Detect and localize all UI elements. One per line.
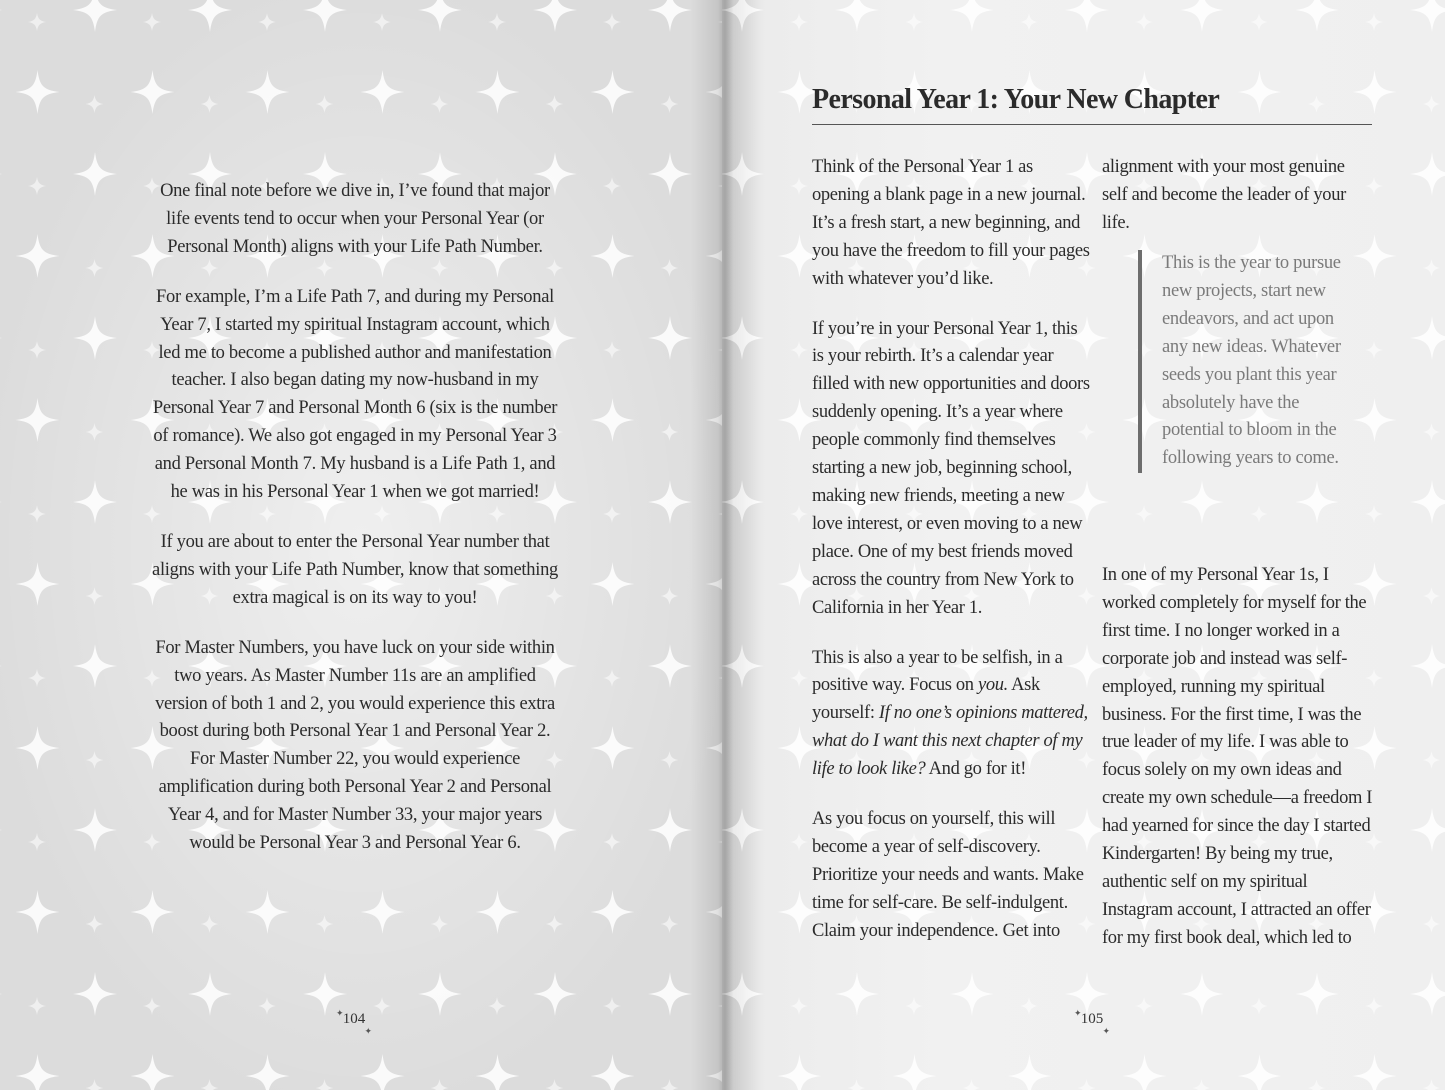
star-decoration-icon [86, 95, 104, 113]
star-decoration-icon [1250, 505, 1268, 523]
star-decoration-icon [86, 259, 104, 277]
star-decoration-icon [1135, 13, 1153, 31]
star-decoration-icon [1193, 1079, 1211, 1090]
col1-p3-text-a: This is also a year to be selfish, in a positive way. Focus on [812, 647, 1063, 696]
star-decoration-icon [905, 997, 923, 1015]
star-decoration-icon [1180, 480, 1224, 524]
star-decoration-icon [546, 95, 564, 113]
star-decoration-icon [86, 751, 104, 769]
star-decoration-icon [86, 1079, 104, 1090]
page-number-right-text: 105 [1080, 1011, 1104, 1027]
star-decoration-icon [790, 997, 808, 1015]
star-decoration-icon [648, 480, 692, 524]
star-decoration-icon [546, 915, 564, 933]
star-decoration-icon [648, 972, 692, 1016]
star-decoration-icon [431, 95, 449, 113]
star-decoration-icon [86, 423, 104, 441]
star-decoration-icon [361, 1054, 405, 1090]
star-decoration-icon [603, 13, 621, 31]
page-number-right [1072, 1008, 1112, 1036]
star-decoration-icon [1365, 13, 1383, 31]
star-decoration-icon [648, 644, 692, 688]
left-paragraph-4: For Master Numbers, you have luck on your side within two years. As Master Number 11s are an amplified version of both 1 and 2, you would experience this extra boost during both Personal Year 1 and Personal Year 2. For Master Number 22, you would experience amplification during both Personal Year 2 and Personal Year 4, and for Master Number 33, your major years would be Personal Year 3 and Personal Year 6. [155, 637, 555, 854]
star-decoration-icon [848, 1079, 866, 1090]
left-paragraph-3: If you are about to enter the Personal Year number that aligns with your Life Path Number, know that something extra magical is on its way to you! [152, 531, 558, 608]
star-decoration-icon [73, 644, 117, 688]
star-decoration-icon [706, 890, 723, 934]
star-decoration-icon [790, 13, 808, 31]
right-column-1 [812, 154, 1092, 968]
star-decoration-icon [722, 808, 764, 852]
star-decoration-icon [661, 1079, 679, 1090]
star-decoration-icon [16, 726, 60, 770]
star-decoration-icon [28, 505, 46, 523]
star-decoration-icon [835, 0, 879, 32]
star-decoration-icon [1295, 480, 1339, 524]
star-decoration-icon [28, 341, 46, 359]
star-decoration-icon [201, 95, 219, 113]
star-decoration-icon [950, 972, 994, 1016]
star-decoration-icon [73, 808, 117, 852]
star-decoration-icon [1365, 505, 1383, 523]
star-decoration-icon [73, 0, 117, 32]
star-decoration-icon [591, 890, 635, 934]
star-decoration-icon [86, 915, 104, 933]
star-decoration-icon [722, 316, 764, 360]
col2-paragraph-1: alignment with your most genuine self and become the leader of your life. [1102, 157, 1346, 233]
star-decoration-icon [316, 95, 334, 113]
star-decoration-icon [603, 833, 621, 851]
star-decoration-icon [0, 972, 2, 1016]
star-decoration-icon [963, 1079, 981, 1090]
star-decoration-icon [373, 997, 391, 1015]
page-number-left-text: 104 [342, 1011, 366, 1027]
star-decoration-icon [1353, 1054, 1397, 1090]
star-decoration-icon [533, 0, 577, 32]
star-decoration-icon [258, 13, 276, 31]
star-decoration-icon [905, 13, 923, 31]
star-decoration-icon [361, 70, 405, 114]
page-number-left [334, 1008, 374, 1036]
star-decoration-icon [258, 997, 276, 1015]
star-decoration-icon [722, 644, 764, 688]
star-decoration-icon [722, 972, 764, 1016]
star-decoration-icon [188, 0, 232, 32]
sparkle-icon: ✦ [364, 1026, 372, 1036]
star-decoration-icon [661, 423, 679, 441]
star-decoration-icon [648, 316, 692, 360]
star-decoration-icon [1238, 1054, 1282, 1090]
star-decoration-icon [316, 1079, 334, 1090]
star-decoration-icon [73, 316, 117, 360]
star-decoration-icon [1410, 152, 1445, 196]
star-decoration-icon [246, 70, 290, 114]
star-decoration-icon [603, 669, 621, 687]
star-decoration-icon [790, 833, 808, 851]
star-decoration-icon [1423, 259, 1441, 277]
star-decoration-icon [591, 1054, 635, 1090]
star-decoration-icon [28, 833, 46, 851]
star-decoration-icon [893, 1054, 937, 1090]
star-decoration-icon [131, 70, 175, 114]
star-decoration-icon [661, 751, 679, 769]
star-decoration-icon [1180, 0, 1224, 32]
star-decoration-icon [16, 1054, 60, 1090]
star-decoration-icon [1078, 1079, 1096, 1090]
star-decoration-icon [188, 972, 232, 1016]
star-decoration-icon [16, 890, 60, 934]
star-decoration-icon [1295, 972, 1339, 1016]
star-decoration-icon [661, 259, 679, 277]
star-decoration-icon [73, 152, 117, 196]
star-decoration-icon [591, 234, 635, 278]
star-decoration-icon [131, 890, 175, 934]
pull-quote: This is the year to pursue new projects, start new endeavors, and act upon any new ideas. Whatever seeds you plant this year absolutely have the potential to bloom in the following years to come. [1138, 250, 1352, 473]
star-decoration-icon [316, 915, 334, 933]
star-decoration-icon [706, 70, 723, 114]
star-decoration-icon [603, 341, 621, 359]
star-decoration-icon [603, 177, 621, 195]
star-decoration-icon [16, 70, 60, 114]
star-decoration-icon [16, 398, 60, 442]
star-decoration-icon [1180, 972, 1224, 1016]
star-decoration-icon [722, 480, 764, 524]
star-decoration-icon [1353, 398, 1397, 442]
star-decoration-icon [1135, 505, 1153, 523]
star-decoration-icon [1020, 13, 1038, 31]
chapter-title: Personal Year 1: Your New Chapter [812, 84, 1220, 115]
star-decoration-icon [1410, 808, 1445, 852]
star-decoration-icon [722, 0, 764, 32]
col1-p3-text-b: Ask yourself: [812, 675, 1040, 724]
star-decoration-icon [143, 997, 161, 1015]
col1-paragraph-2: If you’re in your Personal Year 1, this is your rebirth. It’s a calendar year filled with new opportunities and doors suddenly opening. It’s a year where people commonly find themselves starting a new job, beginning school, making new friends, meeting a new love interest, or even moving to a new place. One of my best friends moved across the country from New York to California in her Year 1. [812, 318, 1090, 618]
star-decoration-icon [706, 1054, 723, 1090]
star-decoration-icon [1308, 1079, 1326, 1090]
star-decoration-icon [1250, 997, 1268, 1015]
star-decoration-icon [28, 669, 46, 687]
star-decoration-icon [476, 890, 520, 934]
star-decoration-icon [950, 0, 994, 32]
star-decoration-icon [661, 95, 679, 113]
col1-paragraph-1: Think of the Personal Year 1 as opening a blank page in a new journal. It’s a fresh start, a new beginning, and you have the freedom to fill your pages with whatever you’d like. [812, 157, 1090, 289]
star-decoration-icon [603, 505, 621, 523]
star-decoration-icon [648, 808, 692, 852]
star-decoration-icon [16, 234, 60, 278]
star-decoration-icon [591, 70, 635, 114]
star-decoration-icon [418, 0, 462, 32]
star-decoration-icon [1123, 1054, 1167, 1090]
star-decoration-icon [1365, 341, 1383, 359]
star-decoration-icon [1410, 644, 1445, 688]
star-decoration-icon [28, 13, 46, 31]
star-decoration-icon [1250, 13, 1268, 31]
star-decoration-icon [706, 726, 723, 770]
star-decoration-icon [0, 480, 2, 524]
star-decoration-icon [1423, 915, 1441, 933]
star-decoration-icon [488, 13, 506, 31]
star-decoration-icon [603, 997, 621, 1015]
star-decoration-icon [16, 562, 60, 606]
star-decoration-icon [661, 587, 679, 605]
star-decoration-icon [546, 1079, 564, 1090]
star-decoration-icon [1065, 0, 1109, 32]
star-decoration-icon [1410, 0, 1445, 32]
star-decoration-icon [790, 505, 808, 523]
star-decoration-icon [73, 972, 117, 1016]
star-decoration-icon [303, 0, 347, 32]
star-decoration-icon [1008, 1054, 1052, 1090]
col1-p3-text-c: And go for it! [925, 759, 1027, 780]
star-decoration-icon [1020, 997, 1038, 1015]
star-decoration-icon [28, 997, 46, 1015]
title-divider [812, 124, 1372, 125]
col1-paragraph-3 [812, 645, 1092, 785]
col1-paragraph-4: As you focus on yourself, this will become a year of self-discovery. Prioritize your needs and wants. Make time for self-care. Be self-indulgent. Claim your independence. Get into [812, 809, 1084, 941]
star-decoration-icon [0, 808, 2, 852]
star-decoration-icon [476, 70, 520, 114]
star-decoration-icon [591, 398, 635, 442]
star-decoration-icon [591, 726, 635, 770]
star-decoration-icon [143, 13, 161, 31]
star-decoration-icon [0, 644, 2, 688]
col2-paragraph-2: In one of my Personal Year 1s, I worked completely for myself for the first time. I no longer worked in a corporate job and instead was self-employed, running my spiritual business. For the first time, I was the true leader of my life. I was able to focus solely on my own ideas and create my own schedule—a freedom I had yearned for since the day I started Kindergarten! By being my true, authentic self on my spiritual Instagram account, I attracted an offer for my first book deal, which led to [1102, 565, 1373, 948]
left-page [0, 0, 722, 1090]
star-decoration-icon [706, 398, 723, 442]
sparkle-icon: ✦ [336, 1008, 344, 1018]
right-page [722, 0, 1445, 1090]
col1-p3-emphasis-1: you. [977, 675, 1008, 696]
star-decoration-icon [1365, 997, 1383, 1015]
star-decoration-icon [373, 13, 391, 31]
left-paragraph-2: For example, I’m a Life Path 7, and during my Personal Year 7, I started my spiritual Instagram account, which led me to become a published author and manifestation teacher. I also began dating my now-husband in my Personal Year 7 and Personal Month 6 (six is the number of romance). We also got engaged in my Personal Year 3 and Personal Month 7. My husband is a Life Path 1, and he was in his Personal Year 1 when we got married! [152, 286, 558, 503]
sparkle-icon: ✦ [1102, 1026, 1110, 1036]
star-decoration-icon [488, 997, 506, 1015]
star-decoration-icon [591, 562, 635, 606]
star-decoration-icon [131, 1054, 175, 1090]
star-decoration-icon [835, 972, 879, 1016]
star-decoration-icon [1423, 1079, 1441, 1090]
star-decoration-icon [722, 152, 764, 196]
star-decoration-icon [418, 972, 462, 1016]
star-decoration-icon [1410, 480, 1445, 524]
star-decoration-icon [431, 1079, 449, 1090]
star-decoration-icon [476, 1054, 520, 1090]
star-decoration-icon [28, 177, 46, 195]
star-decoration-icon [361, 890, 405, 934]
star-decoration-icon [1423, 95, 1441, 113]
star-decoration-icon [201, 1079, 219, 1090]
star-decoration-icon [246, 1054, 290, 1090]
star-decoration-icon [706, 234, 723, 278]
star-decoration-icon [706, 562, 723, 606]
star-decoration-icon [1423, 587, 1441, 605]
star-decoration-icon [1410, 972, 1445, 1016]
star-decoration-icon [0, 316, 2, 360]
star-decoration-icon [246, 890, 290, 934]
star-decoration-icon [661, 915, 679, 933]
star-decoration-icon [1295, 0, 1339, 32]
left-page-body [150, 178, 560, 880]
star-decoration-icon [790, 177, 808, 195]
star-decoration-icon [648, 0, 692, 32]
left-paragraph-1: One final note before we dive in, I’ve found that major life events tend to occur when your Personal Year (or Personal Month) aligns with your Life Path Number. [160, 181, 550, 257]
star-decoration-icon [1423, 423, 1441, 441]
star-decoration-icon [1135, 997, 1153, 1015]
sparkle-icon: ✦ [1074, 1008, 1082, 1018]
star-decoration-icon [790, 341, 808, 359]
star-decoration-icon [778, 1054, 822, 1090]
star-decoration-icon [201, 915, 219, 933]
star-decoration-icon [0, 152, 2, 196]
star-decoration-icon [1410, 316, 1445, 360]
star-decoration-icon [790, 669, 808, 687]
star-decoration-icon [73, 480, 117, 524]
star-decoration-icon [431, 915, 449, 933]
star-decoration-icon [0, 0, 2, 32]
col1-p3-emphasis-2: If no one’s opinions mattered, what do I want this next chapter of my life to look like? [812, 703, 1088, 780]
star-decoration-icon [648, 152, 692, 196]
star-decoration-icon [1423, 751, 1441, 769]
star-decoration-icon [533, 972, 577, 1016]
star-decoration-icon [86, 587, 104, 605]
